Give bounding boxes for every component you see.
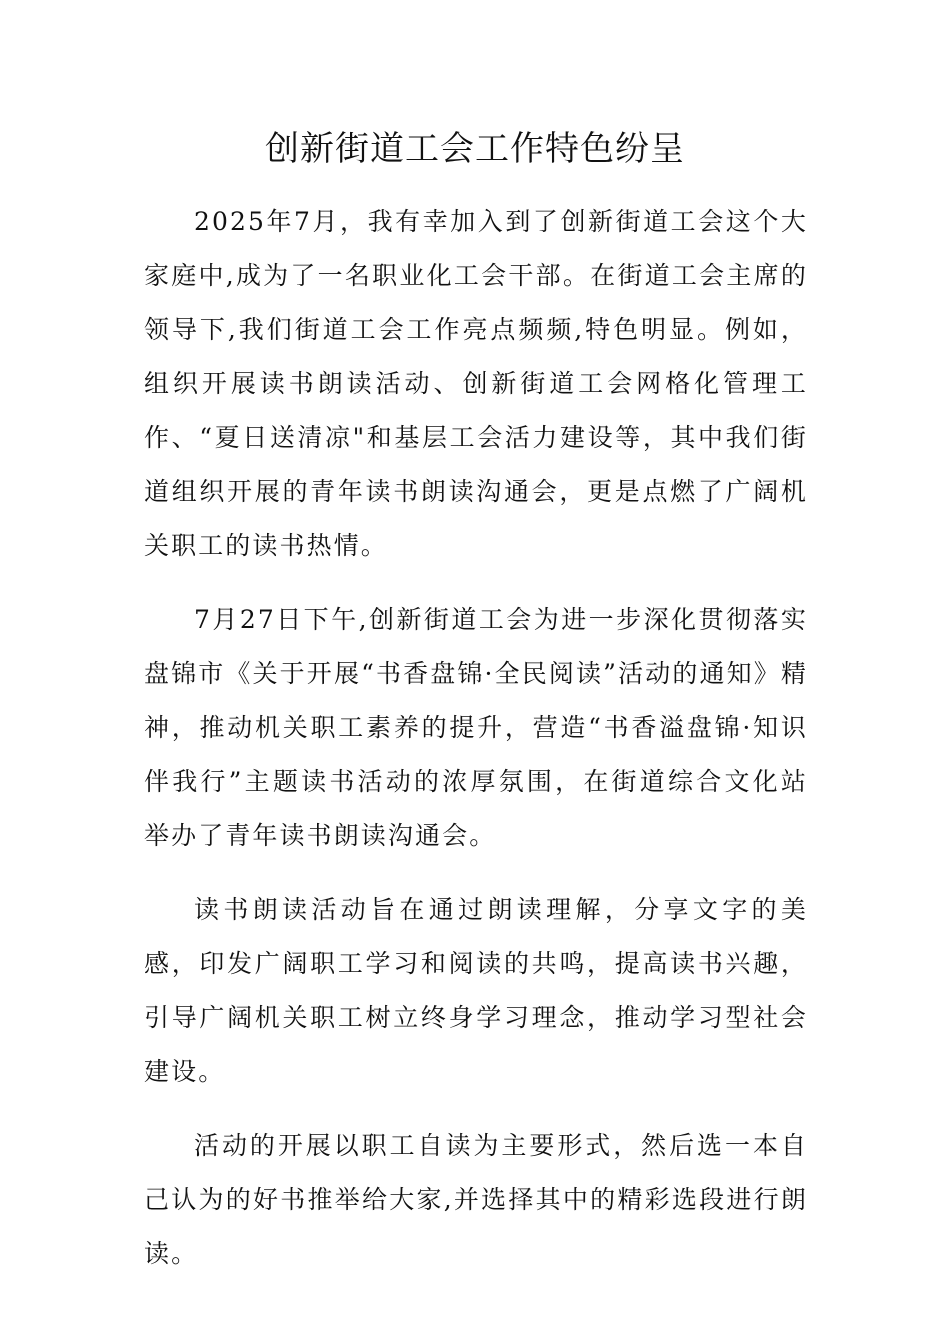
document-title: 创新街道工会工作特色纷呈 (265, 129, 685, 169)
paragraph: 7月27日下午,创新街道工会为进一步深化贯彻落实盘锦市《关于开展“书香盘锦·全民阅读”活动的通知》精神，推动机关职工素养的提升，营造“书香溢盘锦·知识伴我行”主题读书活动的浓厚氛围，在街道综合文化站举办了青年读书朗读沟通会。 (144, 605, 808, 850)
paragraph: 活动的开展以职工自读为主要形式，然后选一本自己认为的好书推举给大家,并选择其中的精彩选段进行朗读。 (144, 1131, 808, 1268)
paragraph: 读书朗读活动旨在通过朗读理解，分享文字的美感，印发广阔职工学习和阅读的共鸣，提高读书兴趣，引导广阔机关职工树立终身学习理念，推动学习型社会建设。 (144, 895, 808, 1086)
document-body (144, 195, 808, 1301)
paragraph: 2025年7月，我有幸加入到了创新街道工会这个大家庭中,成为了一名职业化工会干部。在街道工会主席的领导下,我们街道工会工作亮点频频,特色明显。例如，组织开展读书朗读活动、创新街道工会网格化管理工作、“夏日送清凉"和基层工会活力建设等，其中我们街道组织开展的青年读书朗读沟通会，更是点燃了广阔机关职工的读书热情。 (144, 207, 808, 560)
